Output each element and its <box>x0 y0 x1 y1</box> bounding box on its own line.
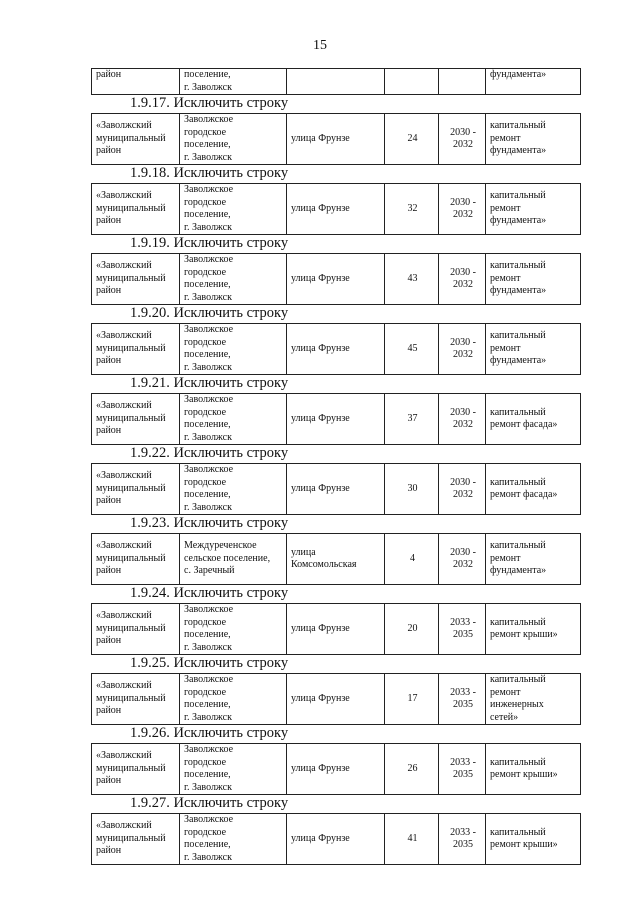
cell-work: капитальный ремонт инженерных сетей» <box>486 674 581 725</box>
cell-settlement: Заволжское городское поселение, г. Заволжск <box>180 744 287 795</box>
section-heading-text: Исключить строку <box>173 305 289 321</box>
cell-settlement: Заволжское городское поселение, г. Заволжск <box>180 394 287 445</box>
section-heading-text: Исключить строку <box>173 95 289 111</box>
section-heading <box>91 795 580 813</box>
cell-district: «Заволжский муниципальный район <box>92 184 180 235</box>
cell-work: капитальный ремонт фасада» <box>486 394 581 445</box>
cell-settlement: Заволжское городское поселение, г. Заволжск <box>180 604 287 655</box>
cell-settlement: Заволжское городское поселение, г. Заволжск <box>180 324 287 375</box>
cell-settlement: Заволжское городское поселение, г. Заволжск <box>180 464 287 515</box>
cell-work: капитальный ремонт фасада» <box>486 464 581 515</box>
table-row <box>91 183 581 235</box>
cell-street: улица Фрунзе <box>287 814 385 865</box>
section-number: 1.9.20. <box>130 305 170 321</box>
table-row <box>91 673 581 725</box>
cell-work: фундамента» <box>486 69 581 95</box>
cell-street: улица Фрунзе <box>287 674 385 725</box>
cell-street: улица Комсомольская <box>287 534 385 585</box>
section <box>91 305 580 375</box>
table-row <box>91 113 581 165</box>
table-row <box>91 603 581 655</box>
cell-work: капитальный ремонт фундамента» <box>486 534 581 585</box>
section-heading-text: Исключить строку <box>173 165 289 181</box>
section <box>91 445 580 515</box>
section-heading <box>91 305 580 323</box>
continuation-row <box>91 68 581 95</box>
section-heading-text: Исключить строку <box>173 235 289 251</box>
cell-house: 4 <box>385 534 439 585</box>
cell-district: «Заволжский муниципальный район <box>92 254 180 305</box>
cell-district: «Заволжский муниципальный район <box>92 744 180 795</box>
cell-years: 2030 - 2032 <box>439 324 486 375</box>
cell-work: капитальный ремонт фундамента» <box>486 114 581 165</box>
cell-settlement: Заволжское городское поселение, г. Заволжск <box>180 114 287 165</box>
section-number: 1.9.18. <box>130 165 170 181</box>
cell-district: «Заволжский муниципальный район <box>92 604 180 655</box>
cell-years: 2030 - 2032 <box>439 184 486 235</box>
cell-house: 20 <box>385 604 439 655</box>
section <box>91 515 580 585</box>
cell-house: 43 <box>385 254 439 305</box>
cell-street <box>287 69 385 95</box>
cell-house: 45 <box>385 324 439 375</box>
section <box>91 235 580 305</box>
cell-district: «Заволжский муниципальный район <box>92 324 180 375</box>
document-body <box>91 68 580 865</box>
cell-years: 2033 - 2035 <box>439 674 486 725</box>
section <box>91 725 580 795</box>
cell-house: 17 <box>385 674 439 725</box>
table-row <box>91 743 581 795</box>
cell-district: «Заволжский муниципальный район <box>92 394 180 445</box>
section-number: 1.9.26. <box>130 725 170 741</box>
section-number: 1.9.24. <box>130 585 170 601</box>
table-row <box>91 533 581 585</box>
table-row <box>91 323 581 375</box>
section-heading-text: Исключить строку <box>173 375 289 391</box>
cell-settlement: поселение, г. Заволжск <box>180 69 287 95</box>
cell-street: улица Фрунзе <box>287 324 385 375</box>
cell-house: 41 <box>385 814 439 865</box>
cell-years: 2030 - 2032 <box>439 114 486 165</box>
cell-street: улица Фрунзе <box>287 254 385 305</box>
cell-street: улица Фрунзе <box>287 744 385 795</box>
cell-years: 2030 - 2032 <box>439 464 486 515</box>
section-number: 1.9.21. <box>130 375 170 391</box>
section-heading <box>91 445 580 463</box>
cell-years: 2030 - 2032 <box>439 254 486 305</box>
section <box>91 585 580 655</box>
cell-district: «Заволжский муниципальный район <box>92 814 180 865</box>
cell-work: капитальный ремонт фундамента» <box>486 254 581 305</box>
cell-district: «Заволжский муниципальный район <box>92 534 180 585</box>
cell-street: улица Фрунзе <box>287 114 385 165</box>
cell-years: 2030 - 2032 <box>439 394 486 445</box>
cell-street: улица Фрунзе <box>287 394 385 445</box>
cell-work: капитальный ремонт фундамента» <box>486 324 581 375</box>
cell-house <box>385 69 439 95</box>
section-heading <box>91 95 580 113</box>
cell-years: 2033 - 2035 <box>439 604 486 655</box>
cell-years: 2033 - 2035 <box>439 814 486 865</box>
section <box>91 655 580 725</box>
section-heading <box>91 375 580 393</box>
cell-years <box>439 69 486 95</box>
cell-house: 26 <box>385 744 439 795</box>
section-heading-text: Исключить строку <box>173 445 289 461</box>
cell-settlement: Заволжское городское поселение, г. Заволжск <box>180 674 287 725</box>
cell-street: улица Фрунзе <box>287 604 385 655</box>
section <box>91 95 580 165</box>
cell-settlement: Заволжское городское поселение, г. Заволжск <box>180 254 287 305</box>
section <box>91 165 580 235</box>
section-number: 1.9.25. <box>130 655 170 671</box>
table-row <box>91 253 581 305</box>
cell-settlement: Междуреченское сельское поселение, с. Заречный <box>180 534 287 585</box>
table-row <box>91 393 581 445</box>
cell-house: 24 <box>385 114 439 165</box>
section-heading-text: Исключить строку <box>173 585 289 601</box>
cell-settlement: Заволжское городское поселение, г. Заволжск <box>180 184 287 235</box>
cell-work: капитальный ремонт крыши» <box>486 744 581 795</box>
cell-work: капитальный ремонт фундамента» <box>486 184 581 235</box>
section-list <box>91 95 580 865</box>
cell-district: район <box>92 69 180 95</box>
section-number: 1.9.19. <box>130 235 170 251</box>
cell-years: 2030 - 2032 <box>439 534 486 585</box>
cell-street: улица Фрунзе <box>287 184 385 235</box>
section-heading <box>91 235 580 253</box>
section-heading <box>91 585 580 603</box>
cell-house: 32 <box>385 184 439 235</box>
cell-district: «Заволжский муниципальный район <box>92 114 180 165</box>
section-heading-text: Исключить строку <box>173 655 289 671</box>
cell-house: 37 <box>385 394 439 445</box>
section-heading-text: Исключить строку <box>173 725 289 741</box>
cell-years: 2033 - 2035 <box>439 744 486 795</box>
section-number: 1.9.22. <box>130 445 170 461</box>
cell-settlement: Заволжское городское поселение, г. Заволжск <box>180 814 287 865</box>
section <box>91 795 580 865</box>
section-number: 1.9.17. <box>130 95 170 111</box>
section-heading <box>91 725 580 743</box>
section-heading <box>91 655 580 673</box>
cell-district: «Заволжский муниципальный район <box>92 464 180 515</box>
section-heading-text: Исключить строку <box>173 795 289 811</box>
section-heading <box>91 165 580 183</box>
section <box>91 375 580 445</box>
section-heading <box>91 515 580 533</box>
table-row <box>91 463 581 515</box>
section-heading-text: Исключить строку <box>173 515 289 531</box>
table-row <box>91 813 581 865</box>
section-number: 1.9.27. <box>130 795 170 811</box>
cell-district: «Заволжский муниципальный район <box>92 674 180 725</box>
cell-work: капитальный ремонт крыши» <box>486 814 581 865</box>
page-number: 15 <box>313 38 327 53</box>
section-number: 1.9.23. <box>130 515 170 531</box>
cell-house: 30 <box>385 464 439 515</box>
cell-street: улица Фрунзе <box>287 464 385 515</box>
cell-work: капитальный ремонт крыши» <box>486 604 581 655</box>
